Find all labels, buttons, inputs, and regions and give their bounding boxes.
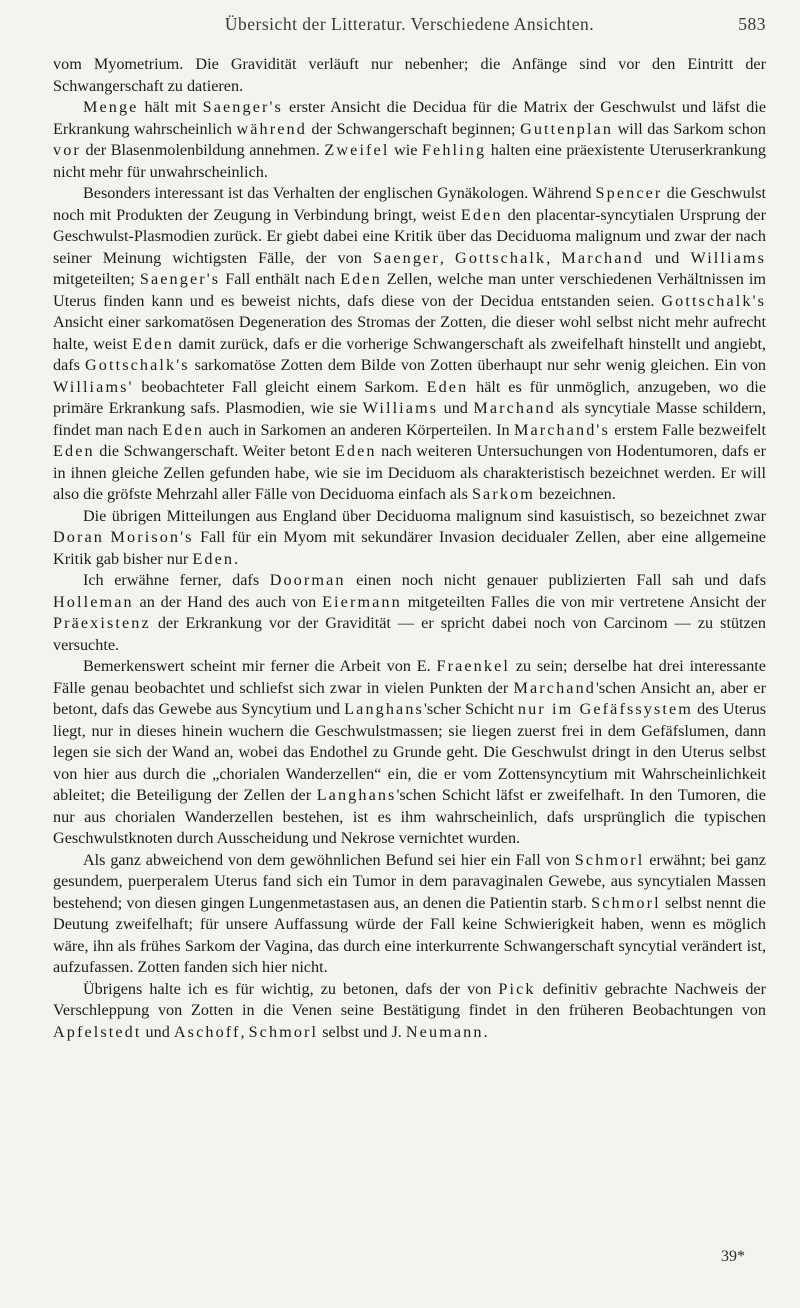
text-run: Ich erwähne ferner, dafs: [82, 571, 270, 589]
text-run: ,: [546, 248, 562, 267]
text-run: 'scher Schicht: [423, 700, 518, 718]
text-run: und: [643, 248, 691, 267]
text-run: selbst und J.: [318, 1022, 406, 1041]
spaced-name: Eden: [162, 420, 205, 439]
text-run: wie: [389, 141, 422, 159]
spaced-name: Saenger: [372, 248, 440, 267]
spaced-name: Eden: [192, 549, 235, 568]
text-run: hält mit: [138, 98, 203, 116]
text-run: die Geschwulst noch mit Produkten der Zeugung in Verbindung bringt, weist: [53, 184, 766, 224]
text-run: des Uterus liegt, nur in dieses hinein wuchern die Geschwulstmassen; sie liegen zuerst frei in dem Gefäfslumen, dann legen sie sich der Wand an, wobei das Endothel zu Grunde geht. Die Geschwulst dringt in den Uterus selbst von hier aus durch die „chorialen Wanderzellen“ ein, die er vom Zottensyncytium mit Wahrscheinlichkeit ableitet; die Beteiligung der Zellen der: [53, 700, 767, 804]
text-run: Fall enthält nach: [220, 270, 341, 288]
spaced-name: Eden: [340, 270, 382, 288]
text-run: Übrigens halte ich es für wichtig, zu betonen, dafs der von: [82, 979, 499, 998]
text-run: bezeichnen.: [534, 485, 616, 503]
text-run: als syncytiale Masse schildern, findet man nach: [53, 399, 766, 439]
text-run: zu sein; derselbe hat drei interessante Fälle genau beobachtet und schliefst sich zwar in vielen Punkten der: [53, 657, 766, 697]
spaced-name: Eden: [334, 442, 377, 460]
text-run: Ansicht einer sarkomatösen Degeneration des Stromas der Zotten, die dieser wohl selbst nicht mehr aufrecht halte, weist: [53, 313, 766, 353]
text-run: erster Ansicht die Decidua für die Matrix der Geschwulst und läfst die Erkrankung wahrscheinlich: [53, 98, 767, 138]
text-run: Als ganz abweichend von dem gewöhnlichen Befund sei hier ein Fall von: [82, 850, 575, 869]
spaced-name: Saenger's: [139, 270, 221, 288]
spaced-name: Holleman: [53, 592, 134, 611]
spaced-name: Schmorl: [248, 1022, 319, 1041]
spaced-name: während: [236, 119, 307, 138]
text-run: will das Sarkom schon: [613, 119, 767, 138]
text-run: .: [483, 1022, 488, 1041]
spaced-name: Eden: [53, 442, 95, 460]
text-run: erwähnt; bei ganz gesundem, puerperalem Uterus fand sich ein Tumor in dem paravaginalen Gewebe, aus syncytialen Massen bestehend; von diesen gingen Lungenmetastasen aus, an denen die Patientin starb.: [53, 850, 766, 912]
text-run: sarkomatöse Zotten dem Bilde von Zotten überhaupt nur sehr wenig gleichen. Ein von: [189, 356, 767, 374]
text-run: 'schen Ansicht an, aber er betont, dafs das Gewebe aus Syncytium und: [53, 678, 766, 718]
text-run: Bemerkenswert scheint mir ferner die Arbeit von E.: [82, 657, 437, 675]
text-run: beobachteter Fall gleicht einem Sarkom.: [133, 377, 427, 396]
text-run: der Erkrankung vor der Gravidität — er spricht dabei noch von Carcinom — zu stützen versuchte.: [53, 614, 766, 654]
spaced-name: Aschoff: [173, 1022, 241, 1041]
spaced-name: Neumann: [405, 1022, 484, 1041]
paragraph: [53, 54, 766, 97]
running-head-title: Übersicht der Litteratur. Verschiedene Ansichten.: [224, 14, 595, 34]
spaced-name: Guttenplan: [520, 119, 614, 138]
spaced-name: Gottschalk's: [661, 291, 766, 310]
paragraph: [53, 850, 766, 979]
text-run: 'schen Schicht läfst er zweifelhaft. In den Tumoren, die nur aus chorialen Wanderzellen bestehen, ist es ihm wahrscheinlich, dafs ursprünglich die typischen Geschwulstknoten durch Ausscheidung und Nekrose vernichtet wurden.: [53, 786, 766, 847]
text-run: an der Hand des auch von: [133, 592, 323, 611]
spaced-name: Williams': [53, 377, 134, 396]
text-run: definitiv gebrachte Nachweis der Verschleppung von Zotten in die Venen seine Bestätigung findet in den früheren Beobachtungen von: [53, 979, 767, 1019]
text-run: nach weiteren Untersuchungen von Hodentumoren, dafs er in ihnen gleiche Zellen gefunden habe, wie sie im Deciduom als charakteristisch bezeichnet werden. Er will also die gröfste Mehrzahl aller Fälle von Deciduoma einfach als: [53, 442, 766, 503]
text-run: erstem Falle bezweifelt: [609, 420, 766, 439]
spaced-name: Saenger's: [202, 98, 283, 116]
spaced-name: Schmorl: [591, 893, 661, 912]
spaced-name: Menge: [82, 98, 139, 116]
text-run: auch in Sarkomen an anderen Körperteilen. In: [204, 420, 514, 439]
paragraph: [53, 506, 766, 571]
spaced-name: Präexistenz: [53, 614, 151, 632]
text-run: der Blasenmolenbildung annehmen.: [80, 141, 325, 159]
text-run: der Schwangerschaft beginnen;: [306, 119, 521, 138]
text-run: Besonders interessant ist das Verhalten der englischen Gynäkologen. Während: [82, 184, 596, 202]
text-run: ,: [439, 248, 456, 267]
text-run: damit zurück, dafs er die vorherige Schwangerschaft als zweifelhaft hinstellt und angiebt, dafs: [53, 334, 766, 374]
spaced-name: Gottschalk's: [85, 356, 190, 374]
text-run: .: [234, 549, 239, 568]
spaced-name: Apfelstedt: [53, 1022, 142, 1041]
text-run: einen noch nicht genauer publizierten Fall sah und dafs: [345, 571, 766, 589]
spaced-name: nur im Gefäfssystem: [517, 700, 693, 718]
text-run: selbst nennt die Deutung zweifelhaft; für unsere Auffassung würde der Fall keine Schwierigkeit haben, wenn es möglich wäre, ihn als frühes Sarkom der Vagina, das durch eine interkurrente Schwangerschaft syncytial verändert ist, aufzufassen. Zotten fanden sich hier nicht.: [53, 893, 766, 976]
paragraph: [53, 570, 766, 656]
running-head: [53, 4, 766, 40]
page-number: 583: [738, 14, 766, 34]
paragraph: [53, 979, 766, 1044]
text-run: Zellen, welche man unter verschiedenen Verhältnissen im Uterus finden kann und es beweist nichts, dafs diese von der Decidua entstanden seien.: [53, 270, 766, 310]
text-run: mitgeteilten Falles die von mir vertretene Ansicht der: [401, 592, 766, 611]
text-run: und: [438, 399, 474, 417]
spaced-name: Doran: [53, 528, 104, 546]
spaced-name: Eden: [132, 334, 174, 353]
spaced-name: Eden: [460, 205, 503, 224]
spaced-name: Zweifel: [324, 141, 390, 159]
spaced-name: Schmorl: [574, 850, 645, 869]
body-text: [53, 54, 766, 1043]
spaced-name: Marchand's: [513, 420, 610, 439]
spaced-name: Marchand: [513, 678, 596, 697]
spaced-name: Morison's: [110, 528, 194, 546]
spaced-name: Eiermann: [322, 592, 402, 611]
spaced-name: Sarkom: [471, 485, 535, 503]
text-run: die Schwangerschaft. Weiter betont: [94, 442, 335, 460]
spaced-name: Marchand: [561, 248, 644, 267]
text-run: vom Myometrium. Die Gravidität verläuft nur nebenher; die Anfänge sind vor den Eintritt der Schwangerschaft zu datieren.: [53, 55, 766, 95]
paragraph: [53, 183, 766, 506]
spaced-name: Spencer: [595, 184, 663, 202]
spaced-name: Pick: [498, 979, 536, 998]
spaced-name: Williams: [690, 248, 766, 267]
spaced-name: Doorman: [269, 571, 346, 589]
spaced-name: Langhans: [344, 700, 424, 718]
text-run: hält es für unmöglich, anzugeben, wo die primäre Erkrankung safs. Plasmodien, wie sie: [53, 377, 767, 417]
text-run: den placentar-syncytialen Ursprung der Geschwulst-Plasmodien zurück. Er giebt dabei eine Kritik über das Deciduoma malignum und zwar der nach seiner Meinung wichtigsten Fälle, der von: [53, 205, 766, 267]
spaced-name: Marchand: [473, 399, 556, 417]
paragraph: [53, 656, 766, 850]
spaced-name: Williams: [362, 399, 439, 417]
text-run: mitgeteilten;: [53, 270, 140, 288]
printer-signature-mark: 39*: [721, 1248, 745, 1265]
paragraph: [53, 97, 766, 183]
text-run: ,: [240, 1022, 249, 1041]
text-run: und: [141, 1022, 174, 1041]
spaced-name: Fehling: [421, 141, 487, 159]
spaced-name: Fraenkel: [436, 657, 510, 675]
text-run: Die übrigen Mitteilungen aus England über Deciduoma malignum sind kasuistisch, so bezeichnet zwar: [82, 506, 766, 525]
spaced-name: Eden: [426, 377, 469, 396]
spaced-name: vor: [53, 141, 81, 159]
text-run: Fall für ein Myom mit sekundärer Invasion decidualer Zellen, aber eine allgemeine Kritik gab bisher nur: [53, 528, 766, 568]
spaced-name: Langhans: [316, 786, 397, 804]
text-run: halten eine präexistente Uteruserkrankung nicht mehr für unwahrscheinlich.: [53, 141, 767, 181]
spaced-name: Gottschalk: [455, 248, 547, 267]
